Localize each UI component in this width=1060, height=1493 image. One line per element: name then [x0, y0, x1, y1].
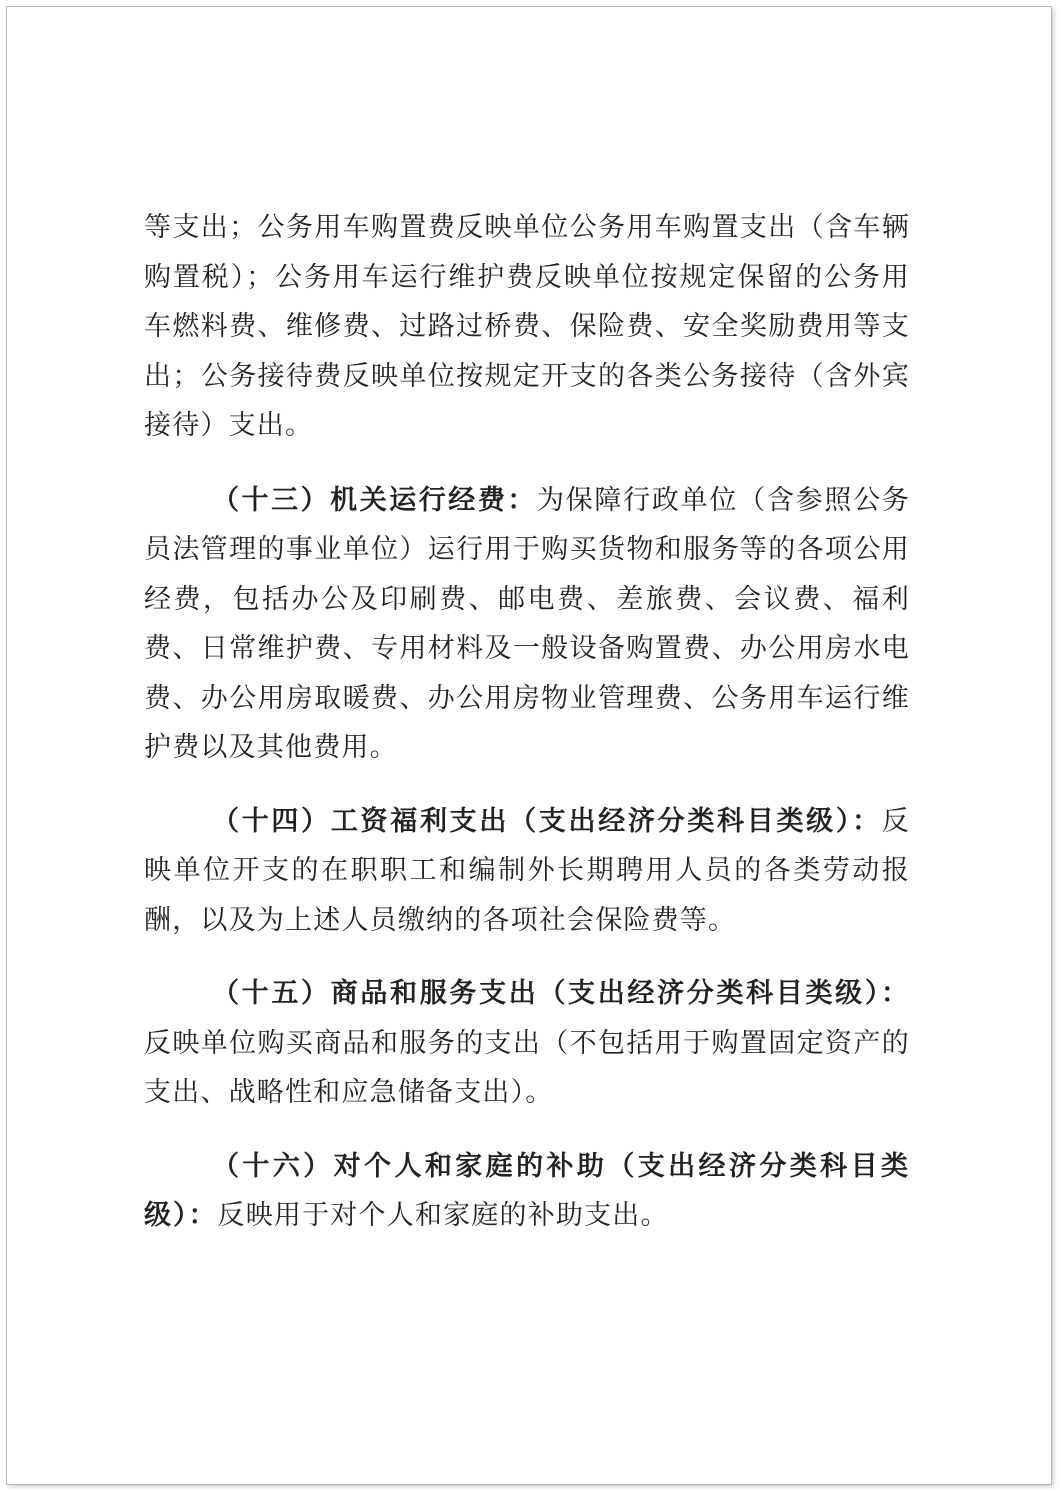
paragraph-text: 反映单位开支的在职职工和编制外长期聘用人员的各类劳动报酬，以及为上述人员缴纳的各项社会保险费等。: [144, 805, 910, 936]
paragraph-individual-family-subsidy: [144, 1142, 910, 1241]
section-heading: （十五）商品和服务支出（支出经济分类科目类级）：: [212, 978, 910, 1009]
paragraph-text: 为保障行政单位（含参照公务员法管理的事业单位）运行用于购买货物和服务等的各项公用经费，包括办公及印刷费、邮电费、差旅费、会议费、福利费、日常维护费、专用材料及一般设备购置费、办公用房水电费、办公用房取暖费、办公用房物业管理费、公务用车运行维护费以及其他费用。: [144, 484, 911, 763]
paragraph-agency-operating-expenses: [144, 476, 910, 773]
paragraph-text: 反映用于对个人和家庭的补助支出。: [217, 1200, 669, 1231]
section-heading: （十六）对个人和家庭的补助（支出经济分类科目类级）：: [144, 1150, 910, 1231]
paragraph-text: 等支出；公务用车购置费反映单位公务用车购置支出（含车辆购置税）；公务用车运行维护费反映单位按规定保留的公务用车燃料费、维修费、过路过桥费、保险费、安全奖励费用等支出；公务接待费反映单位按规定开支的各类公务接待（含外宾接待）支出。: [144, 212, 910, 441]
document-body: [144, 203, 910, 1241]
paragraph-continued: [144, 203, 910, 451]
paragraph-goods-services-expenditure: [144, 969, 910, 1118]
section-heading: （十三）机关运行经费：: [212, 484, 537, 516]
document-page: [6, 6, 1052, 1485]
paragraph-wage-welfare-expenditure: [144, 797, 910, 946]
section-heading: （十四）工资福利支出（支出经济分类科目类级）：: [212, 805, 882, 837]
paragraph-text: 反映单位购买商品和服务的支出（不包括用于购置固定资产的支出、战略性和应急储备支出）。: [144, 1027, 910, 1108]
